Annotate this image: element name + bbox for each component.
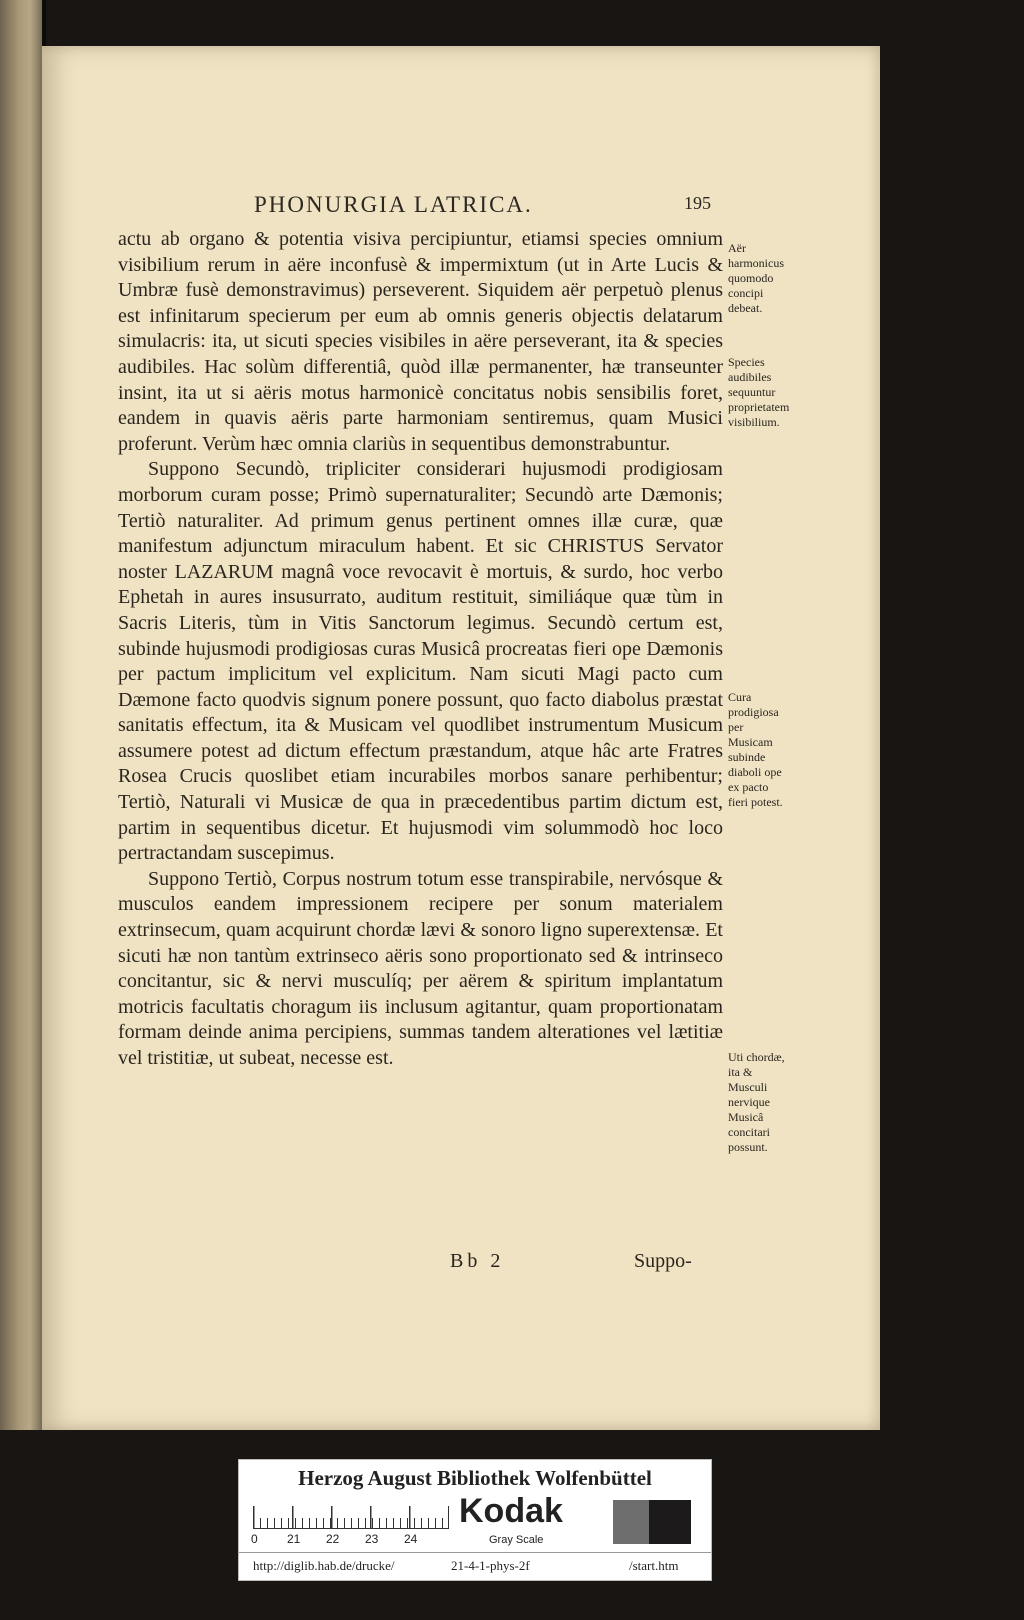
- ruler-label: 21: [287, 1532, 301, 1546]
- signature-mark: Bb 2: [450, 1250, 505, 1272]
- margin-note-1: Aër harmonicus quomodo concipi debeat.: [728, 241, 784, 315]
- paragraph-1: actu ab organo & potentia visiva percipiuntur, etiamsi species omnium visibilium rerum in aëre inconfusè & impermixtum (ut in Arte Lucis & Umbræ fusè demonstravimus) perseverent. Siquidem aër perpetuò plenus est infinitarum specierum per eum ab omnis generis objectis delatarum simulacris: ita, ut sicuti species visibiles in aëre perseverant, ita & species audibiles. Hac solùm differentiâ, quòd illæ permanenter, hæ transeunter insint, ita ut si aëris motus harmonicè concitatus nobis sensibilis foret, eandem in quavis aëris parte harmoniam sentiremus, quam Musici proferunt. Verùm hæc omnia clariùs in sequentibus demonstrabuntur.: [118, 228, 723, 455]
- body-text: [118, 227, 723, 1072]
- ruler-label: 0: [251, 1532, 258, 1546]
- running-head: PHONURGIA LATRICA.: [254, 192, 533, 217]
- paragraph-2: Suppono Secundò, tripliciter considerari hujusmodi prodigiosam morborum curam posse; Primò supernaturaliter; Secundò arte Dæmonis; Tertiò naturaliter. Ad primum genus pertinent omnes illæ curæ, quæ manifestum adjunctum miraculum habent. Et sic CHRISTUS Servator noster LAZARUM magnâ voce revocavit è mortuis, & surdo, hoc verbo Ephetah in aures insusurrato, auditum restituit, similiáque quæ tùm in Sacris Literis, tùm in Vitis Sanctorum legimus. Secundò certum est, subinde hujusmodi prodigiosas curas Musicâ procreatas fieri ope Dæmonis per pactum implicitum vel explicitum. Nam sicuti Magi pacto cum Dæmone facto quodvis signum ponere possunt, quo facto diabolus præstat sanitatis effectum, ita & Musicam vel quodlibet instrumentum Musicum assumere potest ad dictum effectum præstandum, atque hâc arte Fratres Rosea Crucis quoslibet etiam incurabiles morbos sanare perhibentur; Tertiò, Naturali vi Musicæ de qua in præcedentibus partim dictum est, partim in sequentibus dicetur. Et hujusmodi vim solummodò hoc loco pertractandam suscepimus.: [118, 458, 723, 865]
- url-shelfmark: 21-4-1-phys-2f: [451, 1558, 530, 1573]
- paragraph-3: Suppono Tertiò, Corpus nostrum totum esse transpirabile, nervósque & musculos eandem impressionem recipere per sonum materialem extrinsecum, quam acquirunt chordæ lævi & sonoro ligno superextensæ. Et sicuti hæ non tantùm extrinseco aëris sono proportionato sed & intrinseco concitantur, sic & nervi musculíq; per aërem & spiritum implantatum motricis facultatis choragum iis inclusum agitantur, quam proportionatam formam deinde anima percipiens, summas tandem alterationes vel lætitiæ vel tristitiæ, ut subeat, necesse est.: [118, 867, 723, 1069]
- gray-scale-label: Gray Scale: [489, 1534, 544, 1546]
- ruler-label: 24: [404, 1532, 418, 1546]
- url-page: /start.htm: [629, 1558, 679, 1573]
- margin-note-2: Species audibiles sequuntur proprietatem visibilium.: [728, 355, 790, 429]
- scale-ruler-major-ticks: [253, 1500, 449, 1528]
- catchword: Suppo-: [634, 1250, 692, 1272]
- margin-note-4: Uti chordæ, ita & Musculi nervique Musicâ concitari possunt.: [728, 1050, 785, 1154]
- black-swatch: [649, 1500, 691, 1544]
- margin-note-3: Cura prodigiosa per Musicam subinde diaboli ope ex pacto fieri potest.: [728, 690, 783, 809]
- gray-swatch: [613, 1500, 649, 1544]
- kodak-logo: Kodak: [459, 1492, 563, 1530]
- ruler-label: 22: [326, 1532, 340, 1546]
- page-number: 195: [684, 193, 711, 213]
- card-divider: [239, 1552, 711, 1553]
- library-name: Herzog August Bibliothek Wolfenbüttel: [298, 1466, 652, 1490]
- ruler-label: 23: [365, 1532, 379, 1546]
- url-base: http://diglib.hab.de/drucke/: [253, 1558, 395, 1573]
- library-color-card: [238, 1459, 712, 1581]
